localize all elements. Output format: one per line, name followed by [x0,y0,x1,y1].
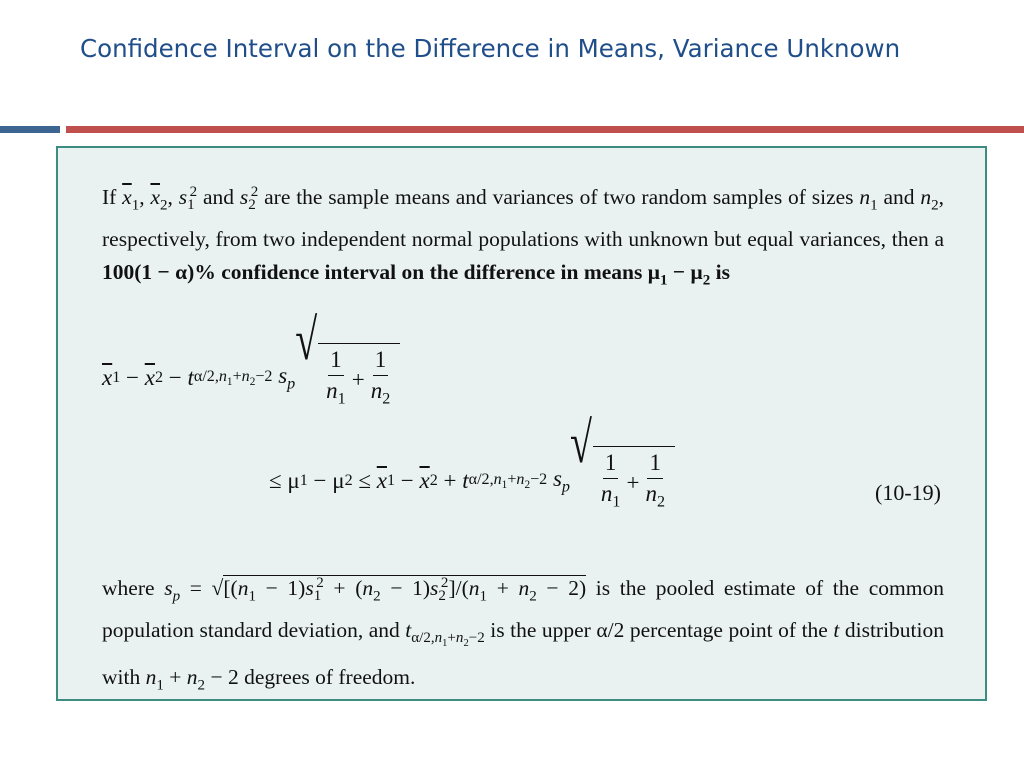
ci-upper-bound-equation: ≤ μ 1 − μ 2 ≤ $\overline{x}$ 1 − $\overline{x}$ 2 + t $\alpha/2,n_1+n_2-2$ $s_p$ √ $\frac{1}{n_1}$ + $\frac{1}{n_2}$ [269,446,675,517]
title-rule-blue [0,126,60,133]
definition-paragraph: If $\overline{x}_1$, $\overline{x}_2$, $s_1^2$ and $s_2^2$ are the sample means and variances of two random samples of sizes $n_1$ and $n_2$, respectively, from two independent normal populations with unknown but equal variances, then a 100(1 − α)% confidence interval on the difference in means $\mu_1 - \mu_2$ is [102,184,945,289]
content-box [56,146,987,701]
slide-title: Confidence Interval on the Difference in Means, Variance Unknown [80,34,901,63]
equation-number: (10-19) [875,480,941,505]
pooled-sd-formula: $s_p = √[(n_1 - 1)s_1^2 + (n_2 - 1)s_2^2]/(n_1 + n_2 - 2)$ [164,575,587,605]
ci-lower-bound-equation: $\overline{x}$ 1 − $\overline{x}$ 2 − t $\alpha/2,n_1+n_2-2$ $s_p$ √ $\frac{1}{n_1}$ + $\frac{1}{n_2}$ [102,343,400,414]
bold-statement: 100(1 − α)% confidence interval on the difference in means [102,260,643,285]
pooled-estimate-paragraph: where $s_p = √[(n_1 - 1)s_1^2 + (n_2 - 1)s_2^2]/(n_1 + n_2 - 2)$ is the pooled estimate of the common population standard deviation, and $t_{\alpha/2,n_1+n_2-2}$ is the upper α/2 percentage point of the t distribution with $n_1 + n_2 - 2$ degrees of freedom. [102,575,945,694]
symbol-list: $\overline{x}_1$, $\overline{x}_2$, $s_1^2$ [122,184,198,214]
title-rule-red [66,126,1024,133]
